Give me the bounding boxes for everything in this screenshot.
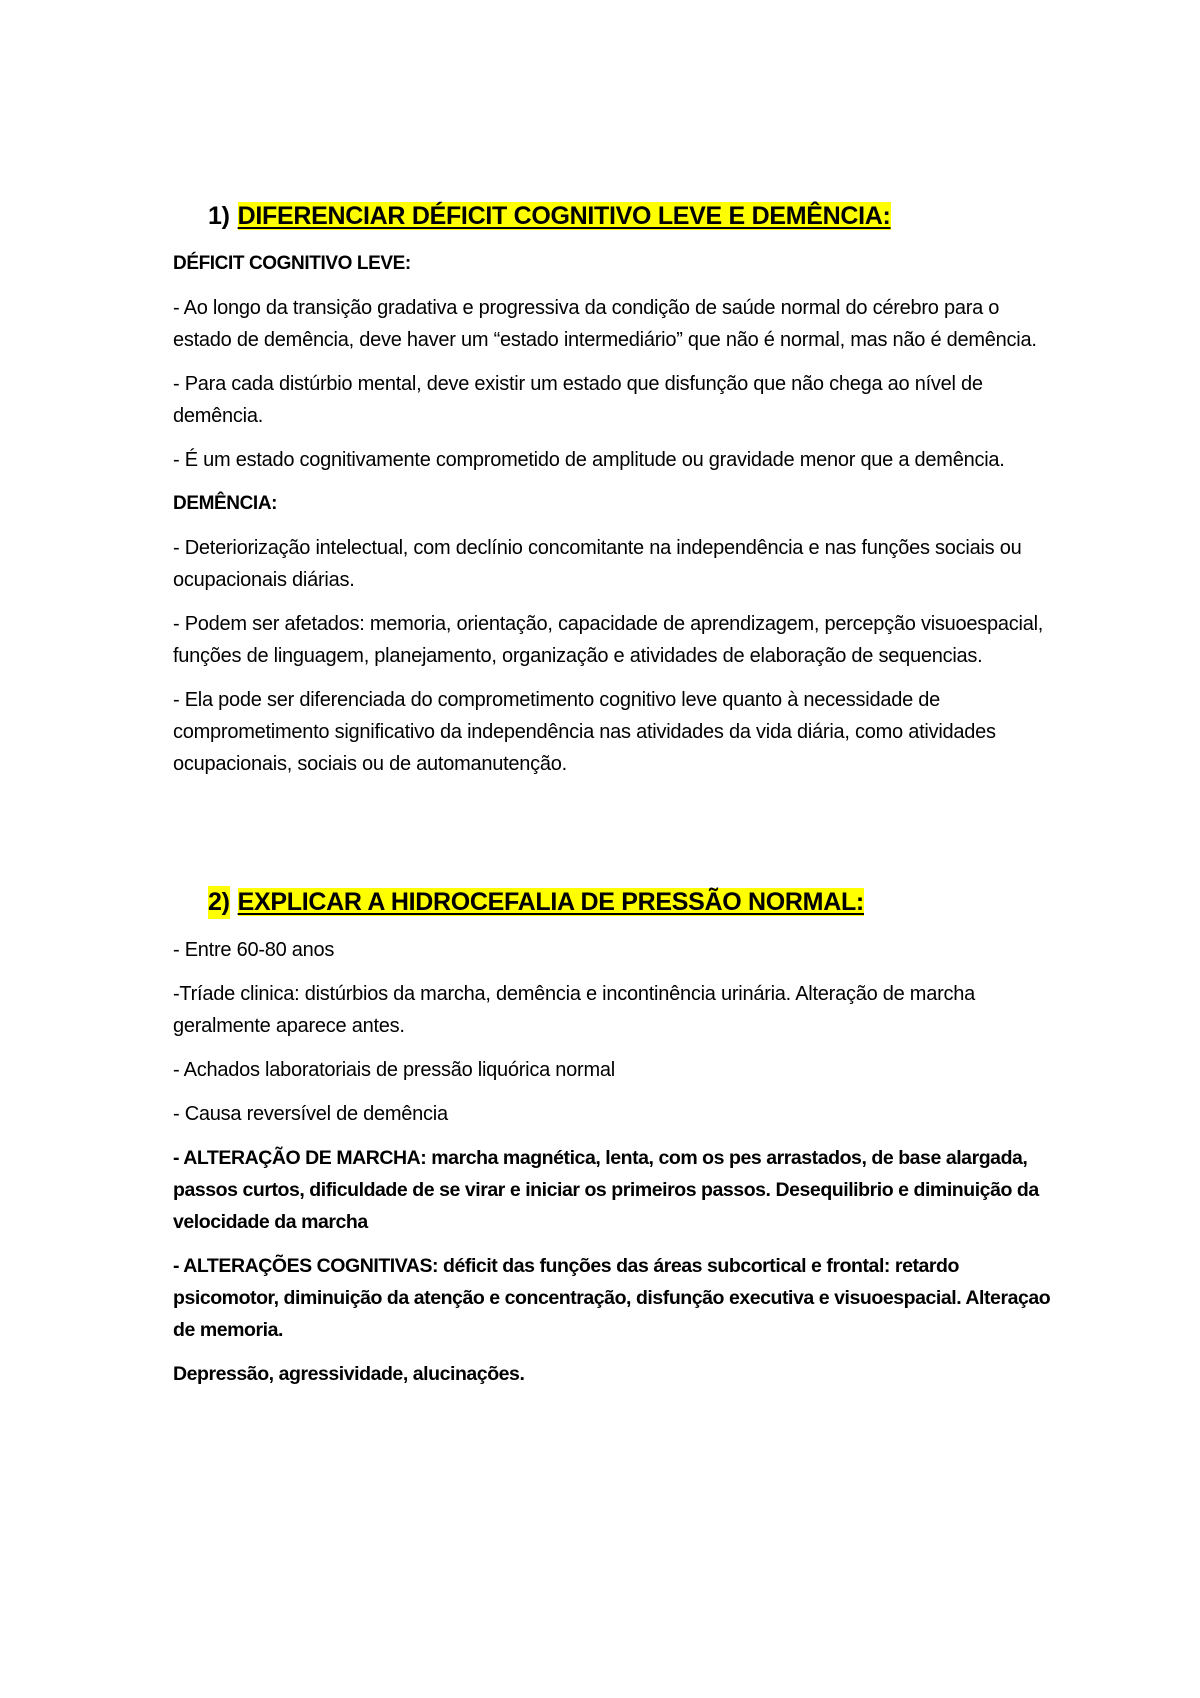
paragraph: - Deteriorização intelectual, com declínio concomitante na independência e nas funções sociais ou ocupacionais diárias. xyxy=(173,537,1022,591)
paragraph: - Entre 60-80 anos xyxy=(173,939,335,961)
section-1-title: DIFERENCIAR DÉFICIT COGNITIVO LEVE E DEMÊNCIA: xyxy=(237,202,891,230)
paragraph: - Ao longo da transição gradativa e progressiva da condição de saúde normal do cérebro para o estado de demência, deve haver um “estado intermediário” que não é normal, mas não é demência. xyxy=(173,297,1037,351)
bold-paragraph: Depressão, agressividade, alucinações. xyxy=(173,1363,525,1385)
paragraph: -Tríade clinica: distúrbios da marcha, demência e incontinência urinária. Alteração de marcha geralmente aparece antes. xyxy=(173,983,975,1037)
section-1-heading xyxy=(208,200,1053,233)
subheading-demencia: DEMÊNCIA: xyxy=(173,493,278,514)
bold-paragraph: - ALTERAÇÃO DE MARCHA: marcha magnética, lenta, com os pes arrastados, de base alargada, passos curtos, dificuldade de se virar e iniciar os primeiros passos. Desequilibrio e diminuição da velocidade da marcha xyxy=(173,1147,1039,1233)
section-2-number: 2) xyxy=(208,886,230,919)
section-2-heading xyxy=(208,886,1053,919)
paragraph: - Achados laboratoriais de pressão liquórica normal xyxy=(173,1059,615,1081)
paragraph: - Podem ser afetados: memoria, orientação, capacidade de aprendizagem, percepção visuoespacial, funções de linguagem, planejamento, organização e atividades de elaboração de sequencias. xyxy=(173,613,1044,667)
paragraph: - Para cada distúrbio mental, deve existir um estado que disfunção que não chega ao nível de demência. xyxy=(173,373,983,427)
paragraph: - É um estado cognitivamente comprometido de amplitude ou gravidade menor que a demência. xyxy=(173,449,1005,471)
subheading-deficit-cognitivo-leve: DÉFICIT COGNITIVO LEVE: xyxy=(173,253,411,274)
paragraph: - Causa reversível de demência xyxy=(173,1103,448,1125)
section-2-title: EXPLICAR A HIDROCEFALIA DE PRESSÃO NORMAL: xyxy=(237,888,864,916)
section-1-number: 1) xyxy=(208,202,230,230)
bold-paragraph: - ALTERAÇÕES COGNITIVAS: déficit das funções das áreas subcortical e frontal: retardo psicomotor, diminuição da atenção e concentração, disfunção executiva e visuoespacial. Alteraçao de memoria. xyxy=(173,1255,1051,1341)
paragraph: - Ela pode ser diferenciada do comprometimento cognitivo leve quanto à necessidade de comprometimento significativo da independência nas atividades da vida diária, como atividades ocupacionais, sociais ou de automanutenção. xyxy=(173,689,996,775)
section-spacer xyxy=(173,792,1053,886)
document-body xyxy=(173,200,1053,1402)
